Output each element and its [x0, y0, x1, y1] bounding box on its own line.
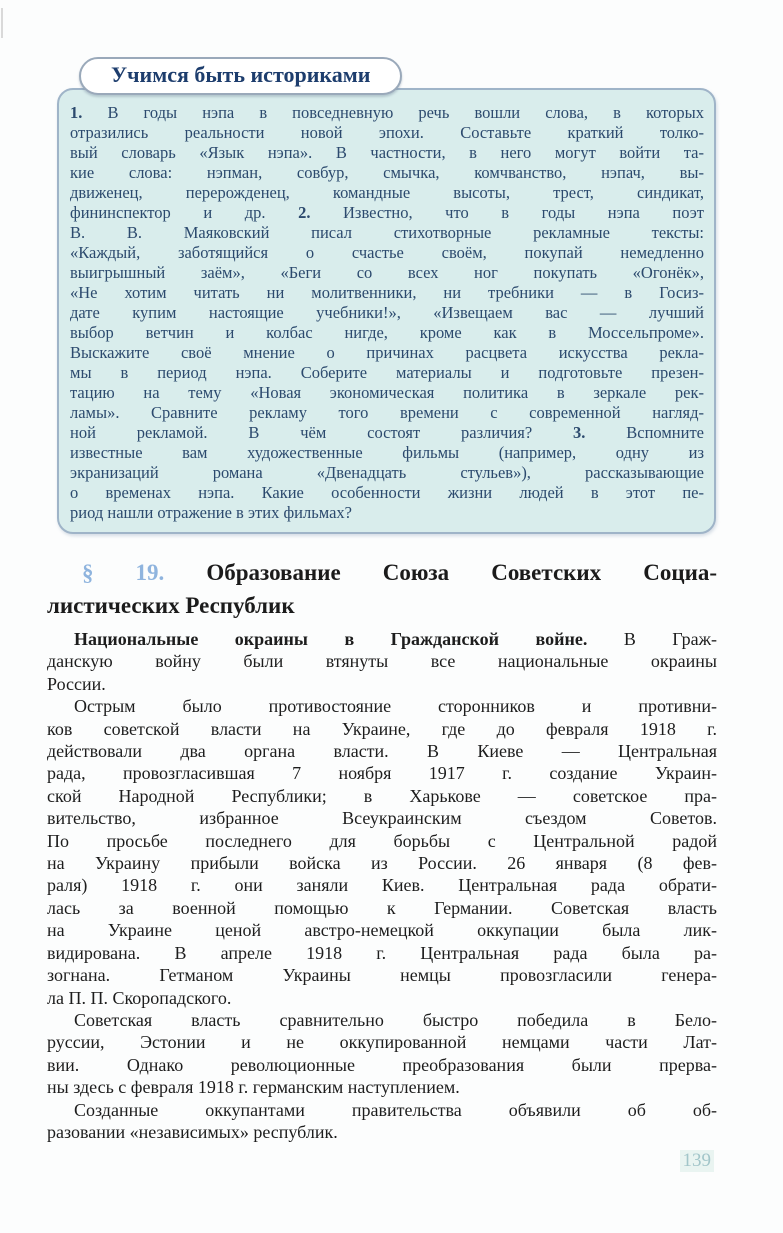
text-line: данскую войну были втянуты все национальные окраины: [47, 651, 717, 672]
text-line: рада, провозгласившая 7 ноября 1917 г. создание Украин-: [47, 763, 717, 784]
paragraph-3: [47, 1009, 717, 1099]
task-box-title: Учимся быть историками: [79, 57, 402, 95]
text-line: видирована. В апреле 1918 г. Центральная рада была ра-: [47, 942, 717, 963]
text-line: экранизаций романа «Двенадцать стульев»), рассказывающие: [70, 463, 704, 482]
text-line: 1. В годы нэпа в повседневную речь вошли слова, в которых: [70, 103, 704, 122]
text-line: выбор ветчин и колбас нигде, кроме как в Моссельпроме».: [70, 323, 704, 342]
text-line: дате купим настоящие учебники!», «Извещаем вас — лучший: [70, 303, 704, 322]
text-line: мы в период нэпа. Соберите материалы и подготовьте презен-: [70, 363, 704, 382]
text-line: Острым было противостояние сторонников и противни-: [74, 696, 717, 717]
text-line: движенец, перерожденец, командные высоты, трест, синдикат,: [70, 183, 704, 202]
text-line: Национальные окраины в Гражданской войне. В Граж-: [74, 629, 717, 649]
text-line: руссии, Эстонии и не оккупированной немцами части Лат-: [47, 1032, 717, 1053]
section-heading-line-1: [47, 556, 717, 589]
text-line: о временах нэпа. Какие особенности жизни людей в этот пе-: [70, 483, 704, 502]
paragraph-2: [47, 695, 717, 1009]
text-line: разовании «независимых» республик.: [47, 1121, 338, 1142]
text-line: Выскажите своё мнение о причинах расцвета искусства рекла-: [70, 343, 704, 362]
text-line: ны здесь с февраля 1918 г. германским наступлением.: [47, 1077, 460, 1098]
text-line: отразились реальности новой эпохи. Составьте краткий толко-: [70, 123, 704, 142]
text-line: «Каждый, заботящийся о счастье своём, покупай немедленно: [70, 243, 704, 262]
text-line: ской Народной Республики; в Харькове — советское пра-: [47, 785, 717, 806]
text-line: По просьбе последнего для борьбы с Центральной радой: [47, 830, 717, 851]
text-line: Созданные оккупантами правительства объявили об об-: [74, 1099, 717, 1120]
text-line: выигрышный заём», «Беги со всех ног покупать «Огонёк»,: [70, 263, 704, 282]
text-line: лась за военной помощью к Германии. Советская власть: [47, 897, 717, 918]
text-line: вительство, избранное Всеукраинским съездом Советов.: [47, 808, 717, 829]
text-line: ла П. П. Скоропадского.: [47, 987, 232, 1008]
text-line: России.: [47, 673, 106, 694]
text-line: «Не хотим читать ни молитвенники, ни требники — в Госиз-: [70, 283, 704, 302]
text-line: на Украину прибыли войска из России. 26 января (8 фев-: [47, 853, 717, 874]
body-text: [47, 628, 717, 1143]
text-line: ламы». Сравните рекламу того времени с современной нагляд-: [70, 403, 704, 422]
text-line: риод нашли отражение в этих фильмах?: [70, 503, 352, 522]
text-line: вии. Однако революционные преобразования были прерва-: [47, 1054, 717, 1075]
text-line: Советская власть сравнительно быстро победила в Бело-: [74, 1009, 717, 1030]
text-line: раля) 1918 г. они заняли Киев. Центральная рада обрати-: [47, 875, 717, 896]
section-heading: [47, 556, 717, 622]
task-box-text: [70, 103, 704, 523]
text-line: В. В. Маяковский писал стихотворные рекламные тексты:: [70, 223, 704, 242]
text-line: известные вам художественные фильмы (например, одну из: [70, 443, 704, 462]
text-line: фининспектор и др. 2. Известно, что в годы нэпа поэт: [70, 203, 705, 222]
section-title-part-2: листических Республик: [47, 593, 295, 618]
page-number: 139: [680, 1150, 715, 1172]
section-number: § 19.: [82, 560, 165, 585]
text-line: вый словарь «Язык нэпа». В частности, в него могут войти та-: [70, 143, 704, 162]
task-box: [57, 62, 716, 534]
paragraph-1: [47, 628, 717, 695]
text-line: на Украине ценой австро-немецкой оккупации была лик-: [47, 920, 717, 941]
text-line: кие слова: нэпман, совбур, смычка, комчванство, нэпач, вы-: [70, 163, 704, 182]
paragraph-4: [47, 1099, 717, 1144]
text-line: действовали два органа власти. В Киеве — Центральная: [47, 741, 717, 762]
text-line: зогнана. Гетманом Украины немцы провозгласили генера-: [47, 965, 717, 986]
text-line: ков советской власти на Украине, где до февраля 1918 г.: [47, 718, 717, 739]
text-line: тацию на тему «Новая экономическая политика в зеркале рек-: [70, 383, 704, 402]
section-title-part-1: Образование Союза Советских Социа-: [164, 560, 717, 585]
scan-edge-artifact: [1, 8, 3, 38]
text-line: ной рекламой. В чём состоят различия? 3. Вспомните: [70, 423, 704, 442]
